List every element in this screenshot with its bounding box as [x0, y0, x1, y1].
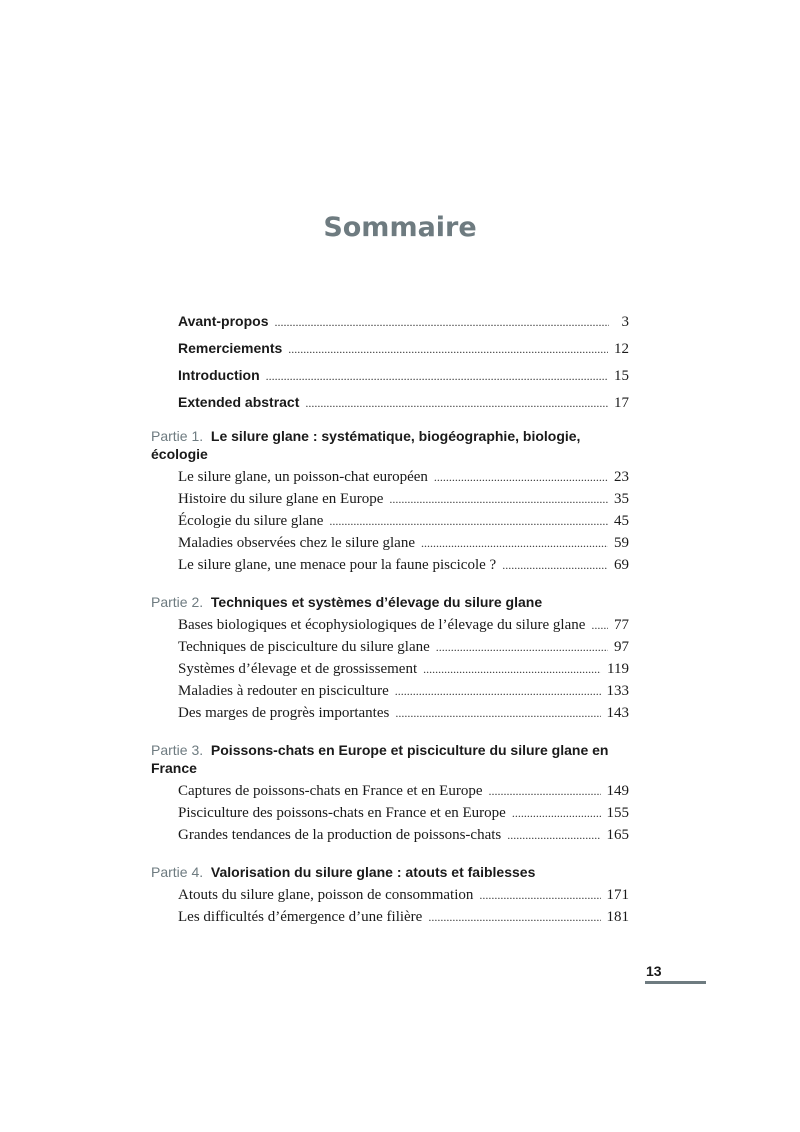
dot-leader: [507, 828, 600, 843]
toc-entry-label: Le silure glane, un poisson-chat européen: [178, 469, 428, 485]
toc-entry-page: 59: [614, 535, 629, 551]
toc-entry-page: 149: [606, 783, 629, 799]
dot-leader: [288, 342, 608, 357]
part-title: Techniques et systèmes d’élevage du silure glane: [210, 594, 543, 610]
toc-entry[interactable]: [151, 340, 629, 359]
toc-entry-page: 181: [606, 909, 629, 925]
toc-entry-label: Pisciculture des poissons-chats en France et en Europe: [178, 805, 506, 821]
toc-entry-page: 35: [614, 491, 629, 507]
part-section: [151, 863, 629, 931]
part-heading[interactable]: [151, 863, 629, 881]
part-title: Poissons-chats en Europe et pisciculture du silure glane en France: [151, 742, 609, 776]
part-entries: [151, 783, 629, 849]
toc-entry-label: Introduction: [178, 367, 260, 383]
toc-entry-label: Bases biologiques et écophysiologiques de l’élevage du silure glane: [178, 617, 586, 633]
part-number: Partie 2.: [151, 594, 204, 610]
toc-entry-label: Remerciements: [178, 340, 283, 356]
toc-entry[interactable]: [151, 783, 629, 805]
toc-entry[interactable]: [151, 705, 629, 727]
toc-entry[interactable]: [151, 557, 629, 579]
dot-leader: [502, 558, 608, 573]
dot-leader: [479, 888, 600, 903]
dot-leader: [489, 784, 601, 799]
parts-list: [151, 427, 629, 931]
part-heading[interactable]: [151, 593, 629, 611]
front-matter: [151, 313, 629, 413]
page-title: Sommaire: [323, 212, 477, 243]
dot-leader: [389, 492, 608, 507]
part-number: Partie 4.: [151, 864, 204, 880]
toc-entry[interactable]: [151, 661, 629, 683]
toc-entry[interactable]: [151, 367, 629, 386]
toc-entry-label: Maladies à redouter en pisciculture: [178, 683, 389, 699]
toc-entry-page: 12: [614, 341, 629, 357]
toc-entry-page: 165: [606, 827, 629, 843]
toc-entry[interactable]: [151, 639, 629, 661]
part-entries: [151, 887, 629, 931]
part-title: Valorisation du silure glane : atouts et faiblesses: [210, 864, 536, 880]
toc-entry[interactable]: [151, 683, 629, 705]
toc-entry-label: Systèmes d’élevage et de grossissement: [178, 661, 418, 677]
toc-entry-label: Techniques de pisciculture du silure glane: [178, 639, 430, 655]
dot-leader: [421, 536, 608, 551]
toc-entry[interactable]: [151, 313, 629, 332]
toc-entry-page: 143: [606, 705, 629, 721]
toc-entry-label: Avant-propos: [178, 313, 269, 329]
dot-leader: [591, 618, 608, 633]
part-title: Le silure glane : systématique, biogéographie, biologie, écologie: [151, 428, 581, 462]
toc-entry-page: 69: [614, 557, 629, 573]
toc-entry[interactable]: [151, 394, 629, 413]
toc-entry-label: Extended abstract: [178, 394, 300, 410]
toc-entry[interactable]: [151, 805, 629, 827]
toc-entry-page: 119: [607, 661, 629, 677]
toc-entry-label: Atouts du silure glane, poisson de consommation: [178, 887, 474, 903]
table-of-contents: [151, 313, 629, 931]
toc-entry[interactable]: [151, 491, 629, 513]
part-section: [151, 427, 629, 579]
dot-leader: [274, 315, 609, 330]
toc-entry[interactable]: [151, 887, 629, 909]
part-number: Partie 1.: [151, 428, 204, 444]
dot-leader: [395, 706, 600, 721]
toc-entry[interactable]: [151, 469, 629, 491]
part-section: [151, 741, 629, 849]
dot-leader: [428, 910, 600, 925]
toc-entry-page: 133: [606, 683, 629, 699]
toc-entry-page: 45: [614, 513, 629, 529]
dot-leader: [266, 369, 608, 384]
toc-entry-page: 3: [621, 314, 629, 330]
part-entries: [151, 617, 629, 727]
toc-entry[interactable]: [151, 617, 629, 639]
toc-entry-label: Écologie du silure glane: [178, 513, 324, 529]
toc-entry-page: 15: [614, 368, 629, 384]
dot-leader: [436, 640, 608, 655]
toc-entry-page: 23: [614, 469, 629, 485]
dot-leader: [434, 470, 608, 485]
dot-leader: [512, 806, 601, 821]
toc-entry-label: Les difficultés d’émergence d’une filière: [178, 909, 423, 925]
toc-entry-page: 17: [614, 395, 629, 411]
part-section: [151, 593, 629, 727]
toc-entry-label: Maladies observées chez le silure glane: [178, 535, 415, 551]
toc-entry[interactable]: [151, 827, 629, 849]
toc-entry[interactable]: [151, 535, 629, 557]
toc-entry-page: 77: [614, 617, 629, 633]
toc-entry-page: 97: [614, 639, 629, 655]
dot-leader: [423, 662, 601, 677]
part-heading[interactable]: [151, 741, 629, 777]
part-heading[interactable]: [151, 427, 629, 463]
toc-entry-page: 155: [606, 805, 629, 821]
toc-entry-label: Captures de poissons-chats en France et en Europe: [178, 783, 483, 799]
toc-entry[interactable]: [151, 909, 629, 931]
dot-leader: [395, 684, 601, 699]
toc-entry-label: Le silure glane, une menace pour la faune piscicole ?: [178, 557, 497, 573]
toc-entry-label: Des marges de progrès importantes: [178, 705, 390, 721]
dot-leader: [305, 396, 608, 411]
dot-leader: [329, 514, 608, 529]
folio-rule: [645, 981, 706, 984]
toc-entry-label: Grandes tendances de la production de poissons-chats: [178, 827, 502, 843]
toc-entry[interactable]: [151, 513, 629, 535]
part-entries: [151, 469, 629, 579]
toc-entry-label: Histoire du silure glane en Europe: [178, 491, 384, 507]
page-number: 13: [646, 963, 662, 979]
part-number: Partie 3.: [151, 742, 204, 758]
toc-entry-page: 171: [606, 887, 629, 903]
